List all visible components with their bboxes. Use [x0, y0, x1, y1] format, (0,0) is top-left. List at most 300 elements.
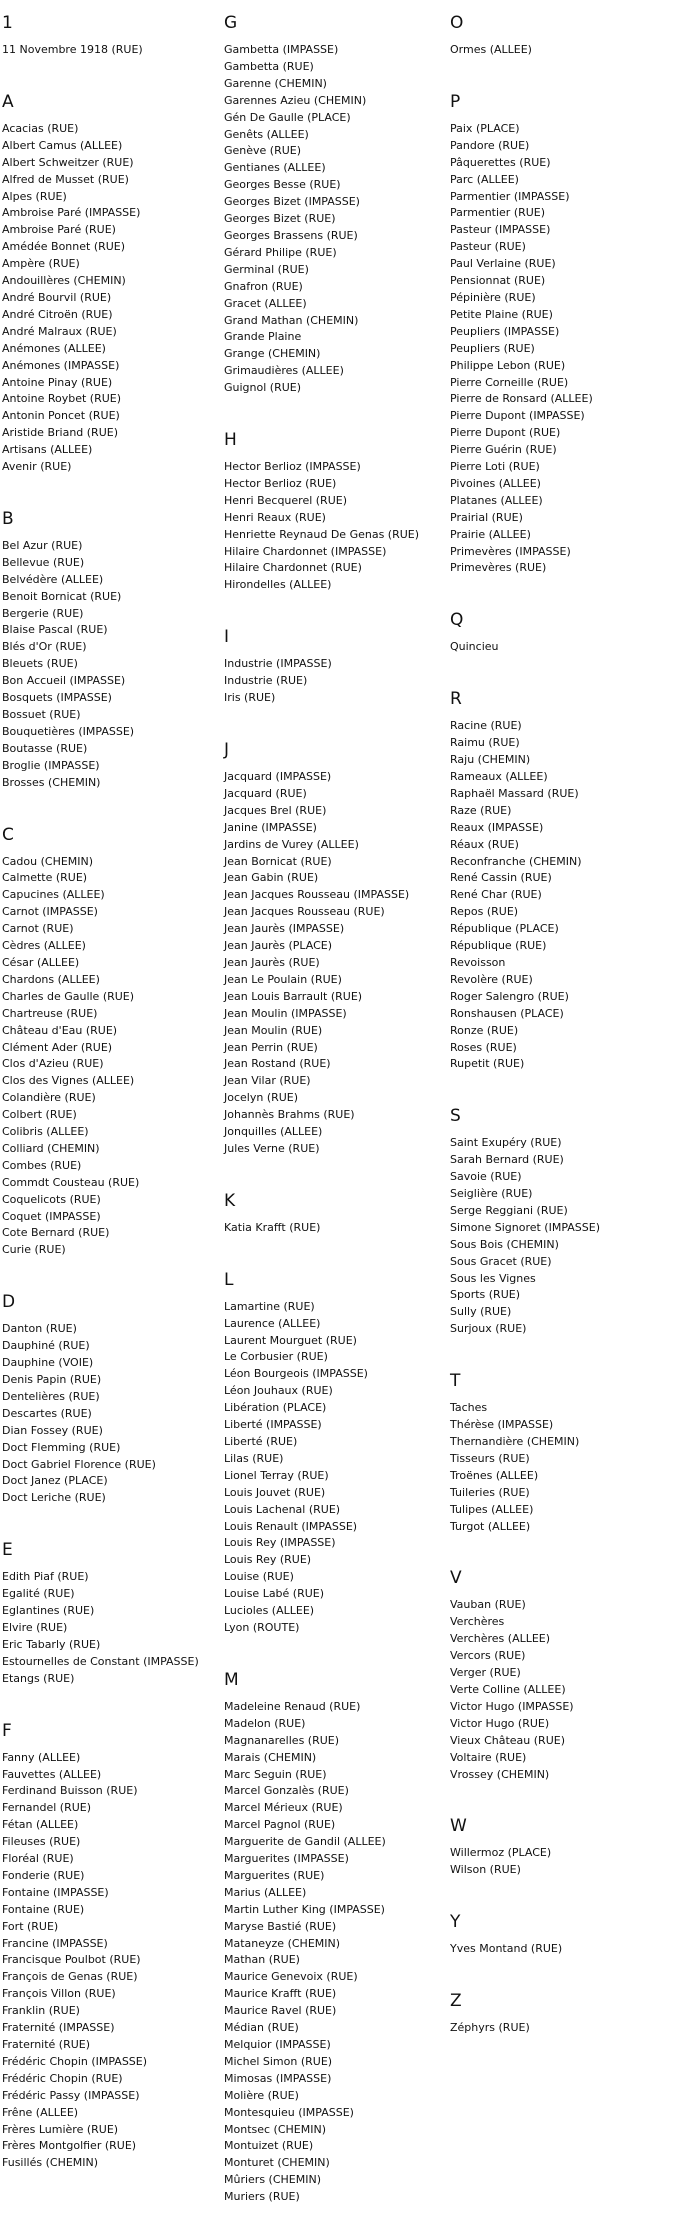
- letter-section: [450, 1567, 672, 1783]
- street-name: Louis Rey (RUE): [224, 1553, 312, 1567]
- street-name: Marguerite de Gandil (ALLEE): [224, 1835, 386, 1849]
- street-name: Serge Reggiani (RUE): [450, 1203, 568, 1217]
- street-name: Jean Jaurès (IMPASSE): [224, 922, 345, 936]
- street-name: Gnafron (RUE): [224, 279, 303, 293]
- street-name: Blés d'Or (RUE): [2, 640, 87, 654]
- street-name: Savoie (RUE): [450, 1170, 522, 1184]
- street-name: Genêts (ALLEE): [224, 127, 309, 141]
- street-name: Jean Gabin (RUE): [224, 871, 319, 885]
- letter-section: [2, 91, 222, 476]
- section-letter-heading: F: [2, 1720, 12, 1741]
- street-name: Dauphiné (RUE): [2, 1339, 90, 1353]
- street-name: Anémones (ALLEE): [2, 341, 106, 355]
- street-list: [2, 121, 222, 476]
- street-name: René Char (RUE): [450, 888, 542, 902]
- street-name: Laurent Mourguet (RUE): [224, 1333, 357, 1347]
- street-name: Germinal (RUE): [224, 262, 309, 276]
- street-name: Jacques Brel (RUE): [224, 803, 327, 817]
- street-column-3: [450, 12, 672, 2069]
- street-name: Montesquieu (IMPASSE): [224, 2105, 354, 2119]
- street-name: Verte Colline (ALLEE): [450, 1682, 566, 1696]
- street-name: Anémones (IMPASSE): [2, 358, 120, 372]
- street-name: Pandore (RUE): [450, 138, 530, 152]
- street-column-2: [224, 12, 450, 2238]
- street-name: Maurice Genevoix (RUE): [224, 1970, 358, 1984]
- street-name: Garenne (CHEMIN): [224, 76, 327, 90]
- letter-section: [450, 1105, 672, 1338]
- street-name: Gracet (ALLEE): [224, 296, 307, 310]
- section-letter-heading: V: [450, 1568, 462, 1589]
- street-name: Bon Accueil (IMPASSE): [2, 674, 126, 688]
- street-name: Georges Besse (RUE): [224, 178, 341, 192]
- street-name: Thernandière (CHEMIN): [450, 1435, 580, 1448]
- street-name: Gambetta (RUE): [224, 59, 314, 73]
- street-name: Georges Bizet (IMPASSE): [224, 195, 360, 209]
- street-name: Carnot (RUE): [2, 922, 74, 936]
- street-name: Dentelières (RUE): [2, 1389, 100, 1403]
- street-name: Jacquard (IMPASSE): [224, 770, 332, 783]
- street-name: Repos (RUE): [450, 905, 519, 919]
- street-name: Jardins de Vurey (ALLEE): [224, 837, 359, 851]
- street-name: Cote Bernard (RUE): [2, 1226, 110, 1240]
- street-name: Fétan (ALLEE): [2, 1818, 79, 1832]
- street-name: Réaux (RUE): [450, 837, 519, 851]
- street-name: Doct Gabriel Florence (RUE): [2, 1457, 156, 1471]
- street-name: Marius (ALLEE): [224, 1885, 307, 1899]
- street-name: Clément Ader (RUE): [2, 1040, 113, 1054]
- street-name: Cèdres (ALLEE): [2, 939, 86, 953]
- street-column-1: [2, 12, 222, 2204]
- section-letter-heading: K: [224, 1190, 236, 1211]
- street-name: Alfred de Musset (RUE): [2, 172, 129, 186]
- street-name: Tuileries (RUE): [450, 1485, 530, 1499]
- street-name: Pivoines (ALLEE): [450, 476, 541, 490]
- street-list: [450, 2020, 672, 2037]
- letter-section: [450, 1990, 672, 2037]
- street-name: Parc (ALLEE): [450, 172, 519, 186]
- street-name: Frédéric Chopin (IMPASSE): [2, 2054, 148, 2068]
- street-name: Raze (RUE): [450, 803, 512, 817]
- street-name: Pâquerettes (RUE): [450, 155, 551, 169]
- street-list: [224, 1699, 450, 2206]
- street-name: Martin Luther King (IMPASSE): [224, 1902, 385, 1916]
- street-name: Ambroise Paré (RUE): [2, 223, 116, 237]
- street-name: Liberté (RUE): [224, 1435, 298, 1448]
- street-name: 11 Novembre 1918 (RUE): [2, 43, 143, 56]
- street-name: Jean Jaurès (PLACE): [224, 939, 333, 953]
- street-name: Paul Verlaine (RUE): [450, 257, 556, 271]
- street-name: Mimosas (IMPASSE): [224, 2071, 332, 2085]
- street-name: Marguerites (IMPASSE): [224, 1852, 349, 1866]
- street-name: Marcel Gonzalès (RUE): [224, 1784, 349, 1798]
- street-name: Henriette Reynaud De Genas (RUE): [224, 527, 420, 541]
- section-letter-heading: W: [450, 1816, 467, 1837]
- street-name: Hirondelles (ALLEE): [224, 578, 332, 592]
- street-name: Jean Rostand (RUE): [224, 1057, 331, 1071]
- street-list: [2, 1569, 222, 1687]
- street-name: Raju (CHEMIN): [450, 753, 531, 767]
- street-name: Hector Berlioz (IMPASSE): [224, 460, 361, 474]
- street-list: [450, 121, 672, 577]
- street-name: Bosquets (IMPASSE): [2, 691, 112, 705]
- letter-section: [450, 12, 672, 59]
- street-name: Lucioles (ALLEE): [224, 1604, 315, 1618]
- street-name: Pierre Loti (RUE): [450, 460, 540, 474]
- street-name: Pensionnat (RUE): [450, 274, 546, 288]
- street-list: [450, 718, 672, 1073]
- street-name: Colliard (CHEMIN): [2, 1141, 100, 1155]
- letter-section: [450, 91, 672, 577]
- street-name: Bergerie (RUE): [2, 606, 84, 620]
- street-name: République (PLACE): [450, 922, 559, 936]
- street-name: Parmentier (IMPASSE): [450, 189, 570, 203]
- street-name: Roses (RUE): [450, 1040, 517, 1054]
- street-list: [2, 1750, 222, 2173]
- street-name: Rupetit (RUE): [450, 1057, 525, 1071]
- street-name: Gambetta (IMPASSE): [224, 43, 339, 56]
- street-name: François Villon (RUE): [2, 1987, 116, 2001]
- street-name: Liberté (IMPASSE): [224, 1418, 322, 1432]
- street-name: Boutasse (RUE): [2, 741, 88, 755]
- street-list: [450, 639, 672, 656]
- street-name: Albert Camus (ALLEE): [2, 138, 123, 152]
- letter-section: [224, 739, 450, 1158]
- section-letter-heading: Z: [450, 1991, 462, 2012]
- section-letter-heading: Q: [450, 610, 464, 631]
- street-name: Bleuets (RUE): [2, 657, 78, 671]
- street-name: Fraternité (RUE): [2, 2038, 91, 2051]
- street-name: Jean Louis Barrault (RUE): [224, 989, 363, 1003]
- letter-section: [2, 12, 222, 59]
- street-name: Wilson (RUE): [450, 1863, 521, 1877]
- street-name: César (ALLEE): [2, 955, 80, 969]
- street-name: Victor Hugo (IMPASSE): [450, 1699, 574, 1713]
- street-name: Le Corbusier (RUE): [224, 1350, 328, 1364]
- street-name: Pierre Guérin (RUE): [450, 443, 557, 457]
- street-name: Fontaine (IMPASSE): [2, 1885, 109, 1899]
- street-name: Voltaire (RUE): [450, 1750, 527, 1764]
- street-list: [450, 1135, 672, 1338]
- street-name: Jules Verne (RUE): [224, 1141, 320, 1155]
- section-letter-heading: Y: [450, 1912, 461, 1933]
- street-name: Henri Becquerel (RUE): [224, 493, 347, 507]
- street-name: Thérèse (IMPASSE): [450, 1418, 554, 1432]
- street-name: Pierre Dupont (RUE): [450, 426, 561, 440]
- street-name: Benoit Bornicat (RUE): [2, 589, 122, 603]
- street-name: Combes (RUE): [2, 1158, 82, 1172]
- section-letter-heading: A: [2, 91, 14, 112]
- street-name: Estournelles de Constant (IMPASSE): [2, 1654, 199, 1668]
- street-list: [2, 854, 222, 1260]
- street-name: Hector Berlioz (RUE): [224, 476, 337, 490]
- street-name: Sarah Bernard (RUE): [450, 1153, 564, 1167]
- street-name: Maurice Krafft (RUE): [224, 1987, 337, 2001]
- street-name: Sous les Vignes: [450, 1271, 536, 1285]
- street-name: Mûriers (CHEMIN): [224, 2173, 322, 2187]
- street-name: Jean Vilar (RUE): [224, 1074, 311, 1088]
- street-name: Madelon (RUE): [224, 1716, 306, 1730]
- street-name: Jean Jacques Rousseau (IMPASSE): [224, 888, 410, 902]
- letter-section: [224, 1190, 450, 1237]
- street-name: Molière (RUE): [224, 2088, 299, 2102]
- street-name: Jean Moulin (IMPASSE): [224, 1006, 347, 1020]
- street-name: Dian Fossey (RUE): [2, 1423, 103, 1437]
- street-name: Avenir (RUE): [2, 460, 72, 474]
- street-name: Ambroise Paré (IMPASSE): [2, 206, 141, 220]
- street-name: Colbert (RUE): [2, 1108, 77, 1122]
- street-name: Clos d'Azieu (RUE): [2, 1057, 104, 1071]
- street-name: Vrossey (CHEMIN): [450, 1767, 550, 1781]
- street-name: Amédée Bonnet (RUE): [2, 240, 126, 254]
- street-name: Industrie (IMPASSE): [224, 657, 332, 671]
- street-name: Primevères (RUE): [450, 561, 547, 575]
- street-name: Sous Bois (CHEMIN): [450, 1237, 559, 1251]
- street-name: Ronze (RUE): [450, 1023, 519, 1037]
- street-list: [2, 42, 222, 59]
- street-name: Jean Moulin (RUE): [224, 1023, 323, 1037]
- street-list: [2, 1321, 222, 1507]
- street-name: Pierre Corneille (RUE): [450, 375, 569, 389]
- street-list: [224, 1220, 450, 1237]
- street-name: Floréal (RUE): [2, 1852, 74, 1866]
- street-name: Jean Jaurès (RUE): [224, 955, 320, 969]
- street-name: Dauphine (VOIE): [2, 1356, 94, 1370]
- street-name: Melquior (IMPASSE): [224, 2038, 331, 2051]
- street-name: Doct Leriche (RUE): [2, 1491, 106, 1505]
- street-name: Fanny (ALLEE): [2, 1750, 81, 1764]
- street-name: Verchères: [450, 1615, 505, 1629]
- letter-section: [2, 824, 222, 1260]
- street-name: Fraternité (IMPASSE): [2, 2021, 115, 2035]
- section-letter-heading: M: [224, 1669, 239, 1690]
- street-name: Peupliers (IMPASSE): [450, 324, 560, 338]
- section-letter-heading: E: [2, 1540, 13, 1561]
- street-name: Grande Plaine: [224, 330, 302, 344]
- street-name: Roger Salengro (RUE): [450, 989, 569, 1003]
- street-name: Jacquard (RUE): [224, 786, 307, 800]
- street-name: Lilas (RUE): [224, 1451, 284, 1465]
- street-name: Antonin Poncet (RUE): [2, 409, 120, 423]
- street-name: André Malraux (RUE): [2, 324, 117, 338]
- street-name: Broglie (IMPASSE): [2, 758, 100, 772]
- street-name: Pierre Dupont (IMPASSE): [450, 409, 585, 423]
- street-name: Commdt Cousteau (RUE): [2, 1175, 140, 1189]
- street-name: Michel Simon (RUE): [224, 2054, 333, 2068]
- street-list: [224, 1299, 450, 1637]
- street-name: Philippe Lebon (RUE): [450, 358, 566, 372]
- street-name: Franklin (RUE): [2, 2004, 80, 2018]
- letter-section: [224, 1669, 450, 2206]
- street-name: Coquet (IMPASSE): [2, 1209, 101, 1223]
- letter-section: [2, 508, 222, 792]
- street-name: Fontaine (RUE): [2, 1902, 85, 1916]
- street-name: Acacias (RUE): [2, 121, 79, 135]
- street-name: Gén De Gaulle (PLACE): [224, 110, 351, 124]
- street-name: Troënes (ALLEE): [450, 1468, 539, 1482]
- street-name: Quincieu: [450, 640, 499, 654]
- street-list: [450, 42, 672, 59]
- street-name: Louis Lachenal (RUE): [224, 1502, 341, 1516]
- street-name: Andouillères (CHEMIN): [2, 274, 126, 288]
- street-name: Peupliers (RUE): [450, 341, 535, 355]
- street-name: Monturet (CHEMIN): [224, 2156, 330, 2170]
- street-name: Elvire (RUE): [2, 1620, 68, 1634]
- street-name: Magnanarelles (RUE): [224, 1733, 340, 1747]
- section-letter-heading: S: [450, 1106, 461, 1127]
- street-name: Revolère (RUE): [450, 972, 533, 986]
- street-name: Cadou (CHEMIN): [2, 854, 94, 868]
- street-name: Frédéric Chopin (RUE): [2, 2071, 123, 2085]
- street-name: Edith Piaf (RUE): [2, 1570, 89, 1584]
- street-name: Grange (CHEMIN): [224, 347, 321, 361]
- street-name: Fauvettes (ALLEE): [2, 1767, 102, 1781]
- street-list: [450, 1845, 672, 1879]
- street-name: Montsec (CHEMIN): [224, 2122, 326, 2136]
- street-name: Colandière (RUE): [2, 1091, 96, 1105]
- street-name: Verger (RUE): [450, 1666, 521, 1680]
- street-name: Maurice Ravel (RUE): [224, 2004, 337, 2018]
- street-name: Henri Reaux (RUE): [224, 510, 326, 524]
- letter-section: [450, 1911, 672, 1958]
- street-name: Fernandel (RUE): [2, 1801, 92, 1815]
- street-name: Albert Schweitzer (RUE): [2, 155, 134, 169]
- street-name: Raphaël Massard (RUE): [450, 786, 579, 800]
- street-name: Paix (PLACE): [450, 121, 520, 135]
- street-name: Victor Hugo (RUE): [450, 1716, 550, 1730]
- street-name: Georges Bizet (RUE): [224, 212, 336, 226]
- street-name: Ferdinand Buisson (RUE): [2, 1784, 138, 1798]
- street-name: Turgot (ALLEE): [450, 1519, 531, 1533]
- street-name: Aristide Briand (RUE): [2, 426, 118, 440]
- letter-section: [224, 12, 450, 397]
- street-name: Racine (RUE): [450, 719, 522, 733]
- street-name: Lamartine (RUE): [224, 1299, 315, 1313]
- street-name: Marais (CHEMIN): [224, 1750, 317, 1764]
- street-name: Georges Brassens (RUE): [224, 228, 358, 242]
- street-name: Ormes (ALLEE): [450, 43, 532, 56]
- street-name: Blaise Pascal (RUE): [2, 623, 108, 637]
- street-name: Artisans (ALLEE): [2, 443, 93, 457]
- street-name: République (RUE): [450, 939, 547, 953]
- section-letter-heading: J: [224, 740, 230, 760]
- street-name: Château d'Eau (RUE): [2, 1023, 118, 1037]
- street-list: [2, 538, 222, 792]
- street-name: Katia Krafft (RUE): [224, 1220, 321, 1234]
- street-name: Iris (RUE): [224, 691, 276, 705]
- street-name: Colibris (ALLEE): [2, 1125, 89, 1139]
- street-name: Descartes (RUE): [2, 1406, 92, 1420]
- letter-section: [450, 688, 672, 1073]
- street-list: [450, 1597, 672, 1783]
- street-name: Jonquilles (ALLEE): [224, 1125, 323, 1139]
- street-name: Surjoux (RUE): [450, 1322, 527, 1336]
- street-name: Simone Signoret (IMPASSE): [450, 1220, 600, 1234]
- street-list: [224, 459, 450, 594]
- street-name: Vieux Château (RUE): [450, 1733, 565, 1747]
- section-letter-heading: 1: [2, 13, 13, 33]
- street-name: Doct Janez (PLACE): [2, 1474, 108, 1488]
- street-name: Eric Tabarly (RUE): [2, 1637, 101, 1651]
- section-letter-heading: L: [224, 1269, 234, 1290]
- street-name: Bossuet (RUE): [2, 708, 81, 721]
- street-name: Curie (RUE): [2, 1243, 66, 1257]
- street-name: Alpes (RUE): [2, 189, 67, 203]
- letter-section: [450, 1815, 672, 1879]
- section-letter-heading: B: [2, 508, 14, 529]
- street-name: Parmentier (RUE): [450, 206, 546, 220]
- street-name: Vercors (RUE): [450, 1649, 526, 1663]
- street-name: Fort (RUE): [2, 1919, 59, 1933]
- street-name: Marguerites (RUE): [224, 1868, 325, 1882]
- street-name: Pasteur (IMPASSE): [450, 223, 551, 237]
- street-name: Vauban (RUE): [450, 1598, 526, 1612]
- street-name: Genève (RUE): [224, 144, 302, 158]
- street-name: Jocelyn (RUE): [224, 1091, 299, 1105]
- section-letter-heading: D: [2, 1292, 16, 1313]
- section-letter-heading: R: [450, 689, 462, 710]
- street-name: René Cassin (RUE): [450, 871, 552, 885]
- street-name: Verchères (ALLEE): [450, 1632, 551, 1646]
- street-name: Yves Montand (RUE): [450, 1942, 563, 1956]
- street-name: François de Genas (RUE): [2, 1970, 138, 1984]
- street-name: Doct Flemming (RUE): [2, 1440, 121, 1454]
- street-name: Mataneyze (CHEMIN): [224, 1936, 341, 1950]
- street-name: Danton (RUE): [2, 1322, 77, 1336]
- street-name: Chardons (ALLEE): [2, 972, 100, 986]
- street-name: Petite Plaine (RUE): [450, 307, 553, 321]
- street-name: Reaux (IMPASSE): [450, 820, 544, 834]
- street-name: Willermoz (PLACE): [450, 1846, 552, 1860]
- street-name: Mathan (RUE): [224, 1953, 300, 1967]
- section-letter-heading: H: [224, 430, 237, 451]
- section-letter-heading: G: [224, 13, 238, 33]
- letter-section: [224, 429, 450, 594]
- street-name: Antoine Pinay (RUE): [2, 375, 113, 389]
- street-name: Marc Seguin (RUE): [224, 1767, 327, 1781]
- letter-section: [450, 609, 672, 656]
- street-name: André Citroën (RUE): [2, 307, 113, 321]
- letter-section: [2, 1291, 222, 1507]
- street-name: Clos des Vignes (ALLEE): [2, 1074, 135, 1088]
- street-name: Eglantines (RUE): [2, 1604, 95, 1618]
- street-list: [224, 42, 450, 397]
- street-name: Hilaire Chardonnet (RUE): [224, 561, 362, 575]
- street-name: Marcel Pagnol (RUE): [224, 1818, 336, 1832]
- street-name: Léon Jouhaux (RUE): [224, 1384, 333, 1398]
- street-name: Coquelicots (RUE): [2, 1192, 101, 1206]
- street-name: Jean Jacques Rousseau (RUE): [224, 905, 385, 919]
- street-name: Fonderie (RUE): [2, 1868, 85, 1882]
- street-name: Frêne (ALLEE): [2, 2105, 79, 2119]
- street-name: Charles de Gaulle (RUE): [2, 989, 135, 1003]
- street-name: Gentianes (ALLEE): [224, 161, 326, 175]
- street-list: [450, 1941, 672, 1958]
- street-name: Jean Bornicat (RUE): [224, 854, 332, 868]
- section-letter-heading: I: [224, 627, 230, 648]
- street-name: Raimu (RUE): [450, 736, 520, 750]
- street-name: Calmette (RUE): [2, 871, 88, 885]
- street-name: Tisseurs (RUE): [450, 1451, 530, 1465]
- street-name: Egalité (RUE): [2, 1587, 75, 1601]
- street-name: Chartreuse (RUE): [2, 1006, 98, 1020]
- section-letter-heading: T: [450, 1371, 461, 1392]
- street-name: Louise (RUE): [224, 1570, 294, 1584]
- street-name: Francine (IMPASSE): [2, 1936, 108, 1950]
- street-name: Belvédère (ALLEE): [2, 572, 104, 586]
- street-name: Saint Exupéry (RUE): [450, 1136, 562, 1150]
- street-name: Montuizet (RUE): [224, 2139, 314, 2153]
- street-name: Frères Montgolfier (RUE): [2, 2139, 137, 2153]
